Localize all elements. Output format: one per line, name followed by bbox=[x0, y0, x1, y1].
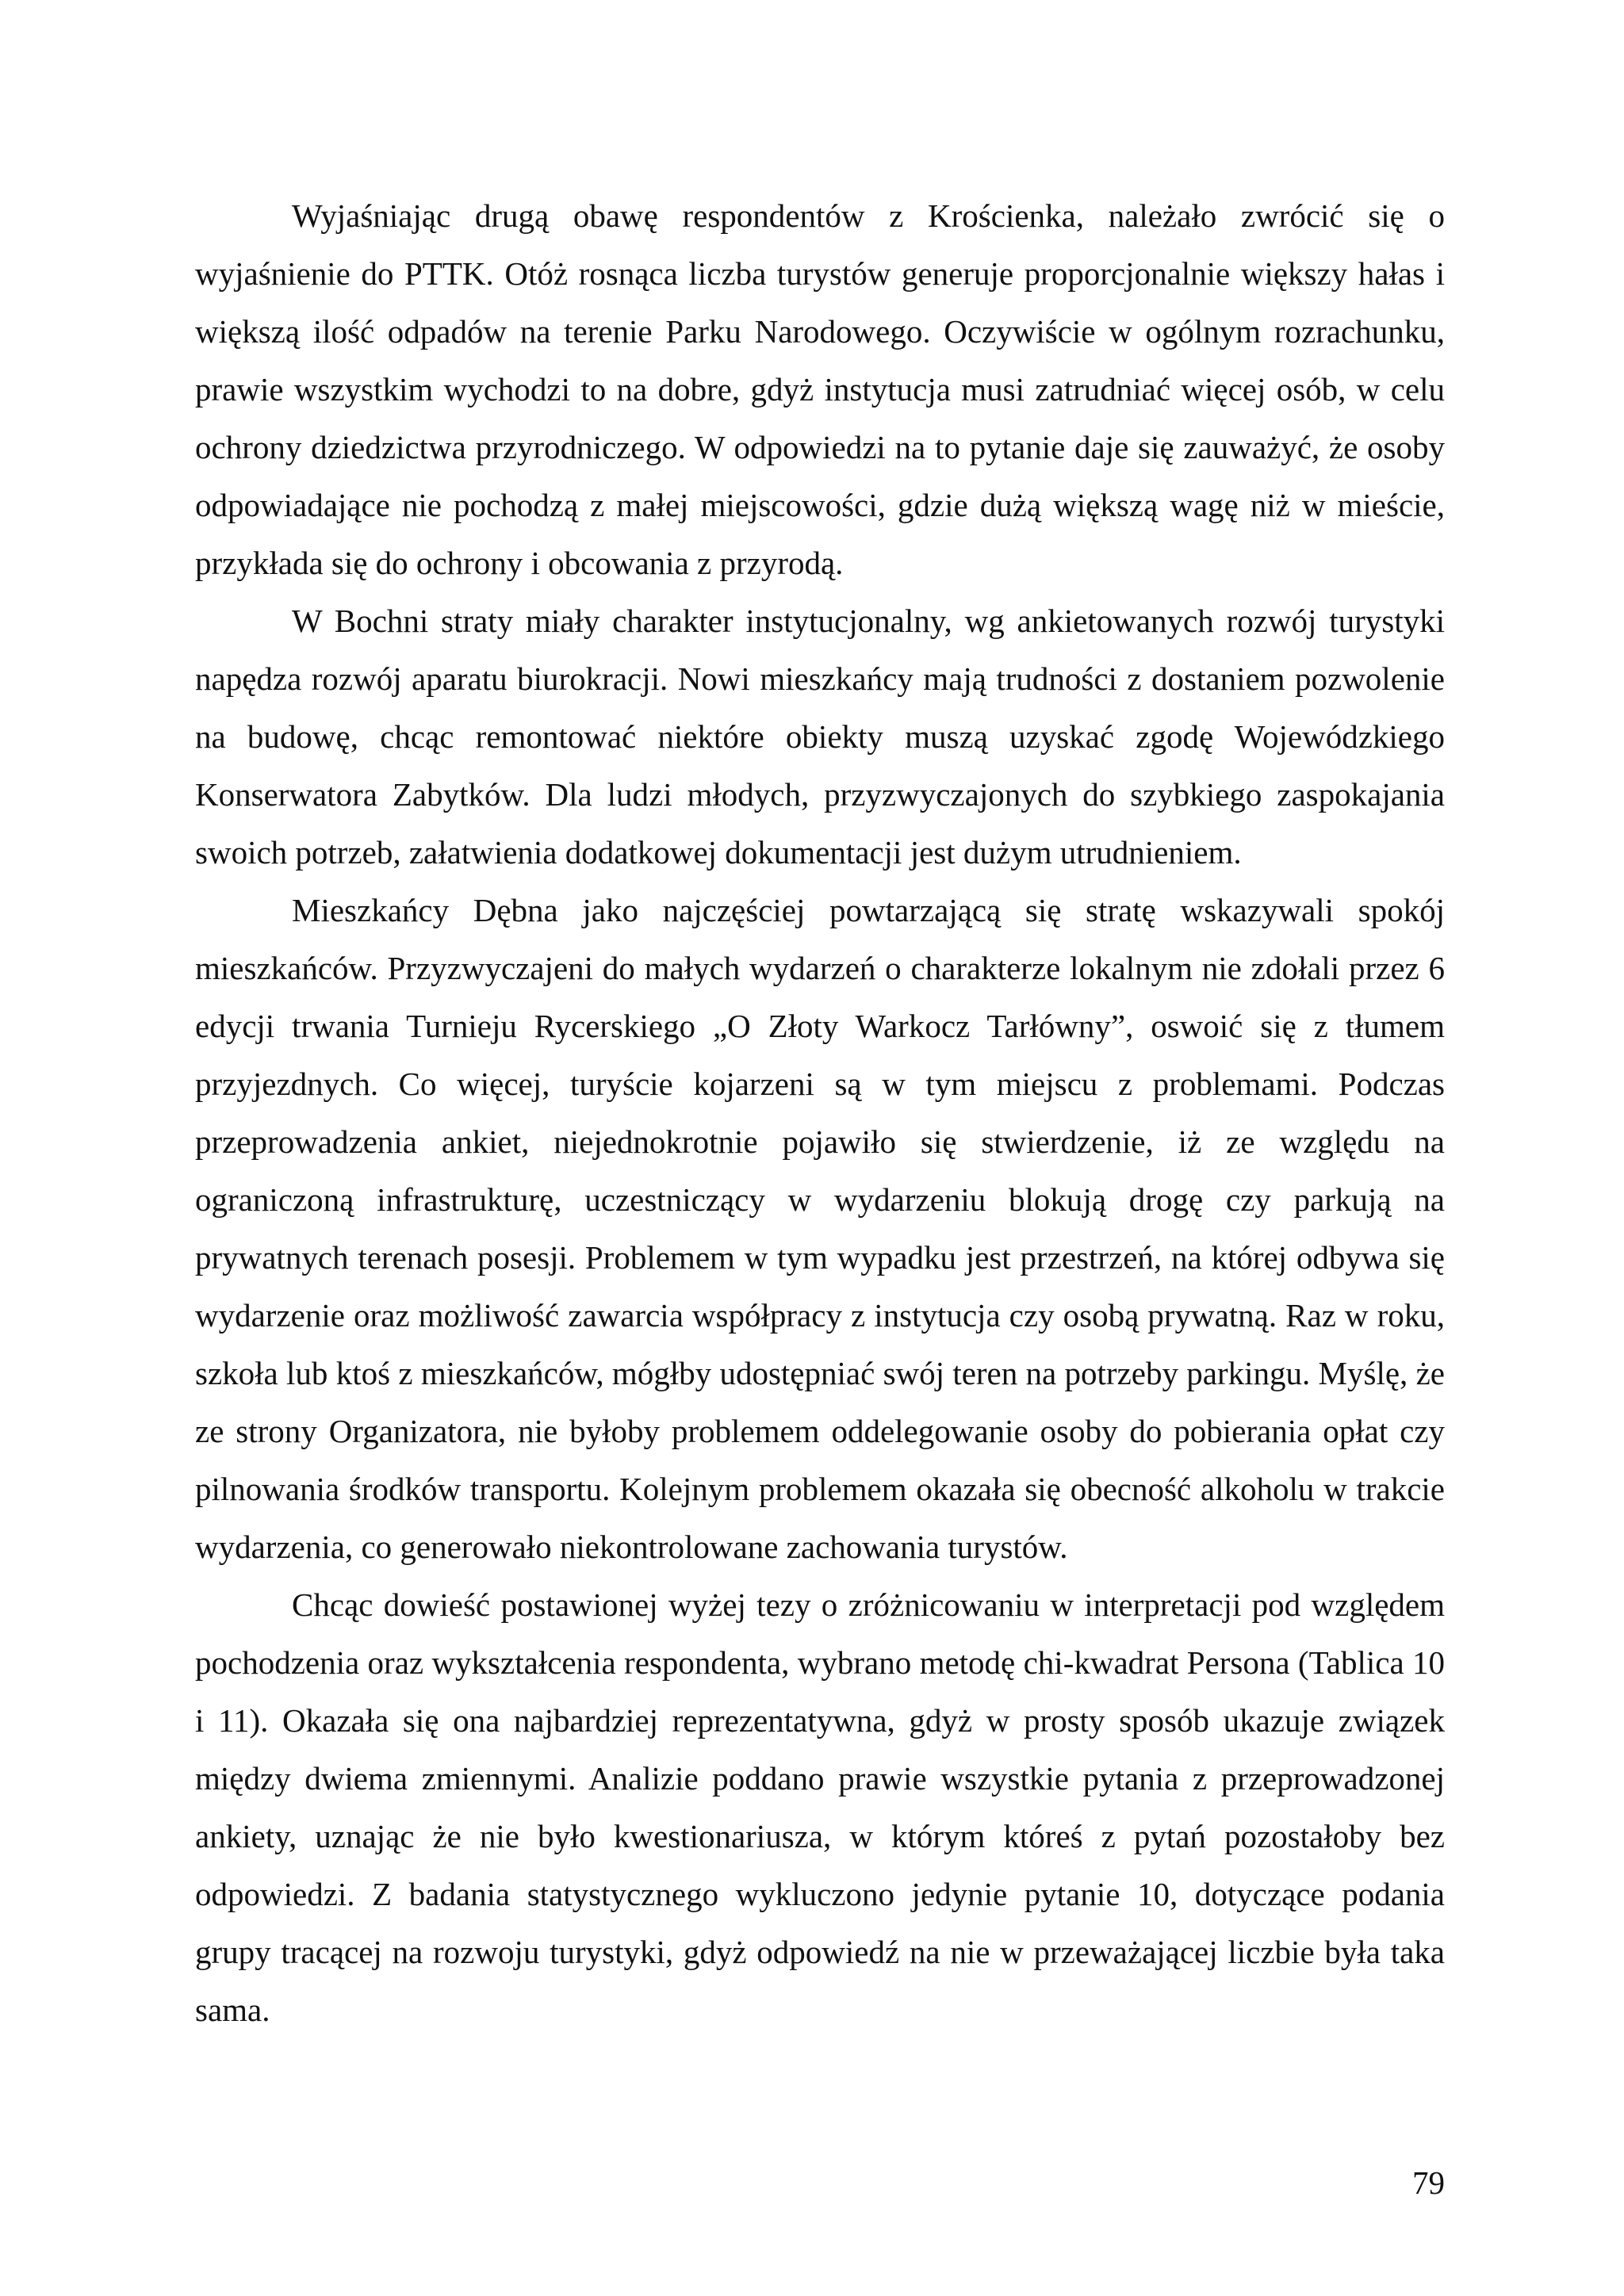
body-text bbox=[195, 187, 1445, 2039]
paragraph-chi-square: Chcąc dowieść postawionej wyżej tezy o zróżnicowaniu w interpretacji pod względem pochodzenia oraz wykształcenia respondenta, wybrano metodę chi-kwadrat Persona (Tablica 10 i 11). Okazała się ona najbardziej reprezentatywna, gdyż w prosty sposób ukazuje związek między dwiema zmiennymi. Analizie poddano prawie wszystkie pytania z przeprowadzonej ankiety, uznając że nie było kwestionariusza, w którym któreś z pytań pozostałoby bez odpowiedzi. Z badania statystycznego wykluczono jedynie pytanie 10, dotyczące podania grupy tracącej na rozwoju turystyki, gdyż odpowiedź na nie w przeważającej liczbie była taka sama. bbox=[195, 1586, 1445, 2028]
paragraph-kroscienko: Wyjaśniając drugą obawę respondentów z Krościenka, należało zwrócić się o wyjaśnienie do PTTK. Otóż rosnąca liczba turystów generuje proporcjonalnie większy hałas i większą ilość odpadów na terenie Parku Narodowego. Oczywiście w ogólnym rozrachunku, prawie wszystkim wychodzi to na dobre, gdyż instytucja musi zatrudniać więcej osób, w celu ochrony dziedzictwa przyrodniczego. W odpowiedzi na to pytanie daje się zauważyć, że osoby odpowiadające nie pochodzą z małej miejscowości, gdzie dużą większą wagę niż w mieście, przykłada się do ochrony i obcowania z przyrodą. bbox=[195, 197, 1445, 581]
paragraph-debno: Mieszkańcy Dębna jako najczęściej powtarzającą się stratę wskazywali spokój mieszkańców. Przyzwyczajeni do małych wydarzeń o charakterze lokalnym nie zdołali przez 6 edycji trwania Turnieju Rycerskiego „O Złoty Warkocz Tarłówny”, oswoić się z tłumem przyjezdnych. Co więcej, turyście kojarzeni są w tym miejscu z problemami. Podczas przeprowadzenia ankiet, niejednokrotnie pojawiło się stwierdzenie, iż ze względu na ograniczoną infrastrukturę, uczestniczący w wydarzeniu blokują drogę czy parkują na prywatnych terenach posesji. Problemem w tym wypadku jest przestrzeń, na której odbywa się wydarzenie oraz możliwość zawarcia współpracy z instytucja czy osobą prywatną. Raz w roku, szkoła lub ktoś z mieszkańców, mógłby udostępniać swój teren na potrzeby parkingu. Myślę, że ze strony Organizatora, nie byłoby problemem oddelegowanie osoby do pobierania opłat czy pilnowania środków transportu. Kolejnym problemem okazała się obecność alkoholu w trakcie wydarzenia, co generowało niekontrolowane zachowania turystów. bbox=[195, 892, 1445, 1565]
paragraph-bochnia: W Bochni straty miały charakter instytucjonalny, wg ankietowanych rozwój turystyki napędza rozwój aparatu biurokracji. Nowi mieszkańcy mają trudności z dostaniem pozwolenie na budowę, chcąc remontować niektóre obiekty muszą uzyskać zgodę Wojewódzkiego Konserwatora Zabytków. Dla ludzi młodych, przyzwyczajonych do szybkiego zaspokajania swoich potrzeb, załatwienia dodatkowej dokumentacji jest dużym utrudnieniem. bbox=[195, 603, 1445, 871]
page-number: 79 bbox=[1412, 2164, 1445, 2201]
